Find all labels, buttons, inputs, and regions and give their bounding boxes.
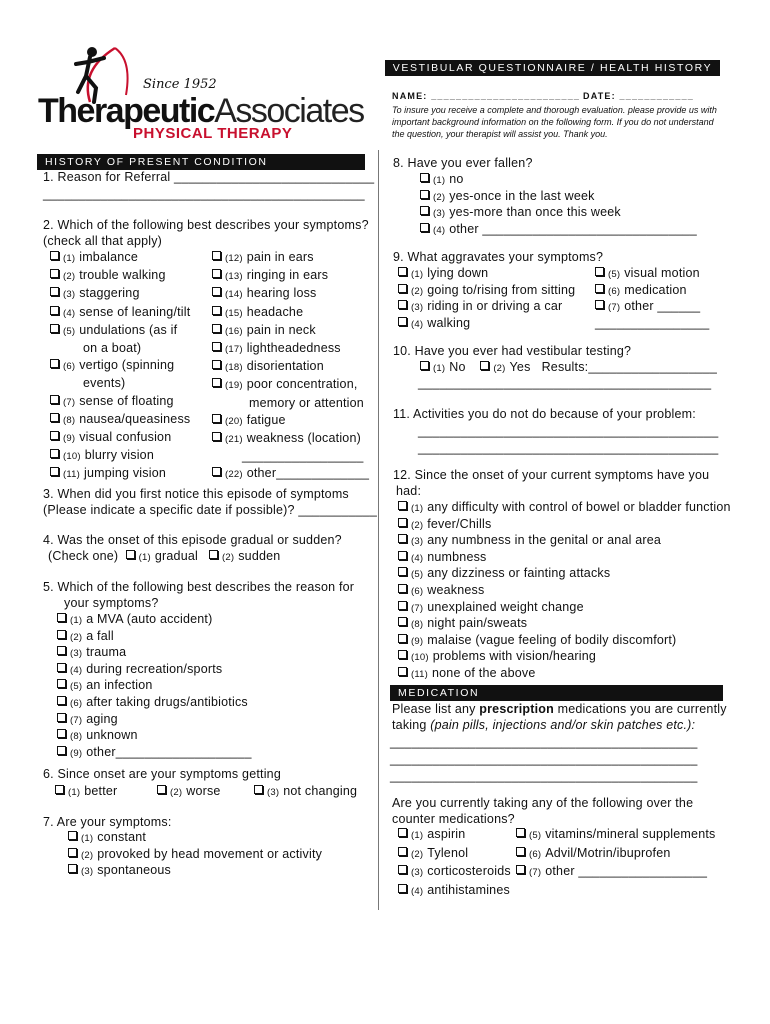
checkbox[interactable] bbox=[480, 361, 489, 370]
checkbox[interactable] bbox=[398, 267, 407, 276]
q2-option[interactable]: (13) ringing in ears bbox=[212, 267, 369, 285]
q5-options bbox=[57, 612, 252, 761]
q2-option[interactable]: (10) blurry vision bbox=[50, 447, 190, 465]
q12-option[interactable]: (10) problems with vision/hearing bbox=[398, 649, 731, 666]
checkbox[interactable] bbox=[398, 667, 407, 676]
checkbox[interactable] bbox=[57, 679, 66, 688]
q7-option[interactable]: (2) provoked by head movement or activity bbox=[68, 847, 322, 864]
q9-option[interactable]: (2) going to/rising from sitting bbox=[398, 283, 575, 300]
q12-option[interactable]: (11) none of the above bbox=[398, 666, 731, 683]
q8-option[interactable]: (2) yes-once in the last week bbox=[420, 189, 697, 206]
checkbox[interactable] bbox=[420, 223, 429, 232]
checkbox[interactable] bbox=[212, 251, 221, 260]
otc-column-1 bbox=[398, 826, 511, 900]
q5-option[interactable]: (7) aging bbox=[57, 712, 252, 729]
checkbox[interactable] bbox=[212, 306, 221, 315]
checkbox[interactable] bbox=[212, 287, 221, 296]
q12-option[interactable]: (7) unexplained weight change bbox=[398, 600, 731, 617]
checkbox[interactable] bbox=[398, 847, 407, 856]
q3-question: 3. When did you first notice this episode of symptoms bbox=[43, 487, 349, 501]
checkbox[interactable] bbox=[68, 848, 77, 857]
q10-results-field[interactable]: Results:__________________ bbox=[541, 360, 718, 374]
checkbox[interactable] bbox=[398, 518, 407, 527]
checkbox[interactable] bbox=[398, 300, 407, 309]
q2-option[interactable]: (7) sense of floating bbox=[50, 393, 190, 411]
checkbox[interactable] bbox=[398, 534, 407, 543]
q2-question: 2. Which of the following best describes your symptoms? bbox=[43, 218, 369, 232]
q12-option[interactable]: (9) malaise (vague feeling of bodily discomfort) bbox=[398, 633, 731, 650]
q10-option[interactable]: (2) Yes bbox=[480, 360, 530, 374]
q6-question: 6. Since onset are your symptoms getting bbox=[43, 767, 281, 781]
q1-reason-referral[interactable]: 1. Reason for Referral ____________________________ bbox=[43, 170, 375, 184]
med-line[interactable]: ___________________________________________ bbox=[390, 752, 698, 766]
q2-option[interactable]: (22) other_____________ bbox=[212, 465, 369, 483]
checkbox[interactable] bbox=[50, 306, 59, 315]
checkbox[interactable] bbox=[209, 550, 218, 559]
since-year: Since 1952 bbox=[143, 77, 217, 92]
q2-option-cont: memory or attention bbox=[249, 395, 364, 410]
q2-option[interactable]: (12) pain in ears bbox=[212, 249, 369, 267]
checkbox[interactable] bbox=[595, 267, 604, 276]
q10-line[interactable]: _________________________________________ bbox=[418, 376, 712, 390]
checkbox[interactable] bbox=[398, 884, 407, 893]
q6-option[interactable]: (1) better bbox=[55, 784, 117, 801]
checkbox[interactable] bbox=[50, 359, 59, 368]
q8-options bbox=[420, 172, 697, 238]
q6-option[interactable]: (3) not changing bbox=[254, 784, 357, 801]
q9-question: 9. What aggravates your symptoms? bbox=[393, 250, 604, 264]
q1-line[interactable]: _____________________________________________ bbox=[43, 187, 365, 201]
q2-option[interactable]: (17) lightheadedness bbox=[212, 340, 369, 358]
q9-option[interactable]: (6) medication bbox=[595, 283, 709, 300]
checkbox[interactable] bbox=[57, 746, 66, 755]
med-line[interactable]: ___________________________________________ bbox=[390, 735, 698, 749]
med-question-line2: taking (pain pills, injections and/or skin patches etc.): bbox=[392, 718, 696, 732]
q12-option[interactable]: (6) weakness bbox=[398, 583, 731, 600]
intro-text: To insure you receive a complete and thorough evaluation. please provide us with important background information on the following form. If you do not understand the question, your therapist will assist you. Thank you. bbox=[392, 105, 717, 139]
q10-option[interactable]: (1) No bbox=[420, 360, 466, 374]
checkbox[interactable] bbox=[212, 342, 221, 351]
q10-options bbox=[420, 360, 717, 377]
checkbox[interactable] bbox=[212, 432, 221, 441]
checkbox[interactable] bbox=[50, 467, 59, 476]
q2-column-2 bbox=[212, 249, 369, 484]
otc-option[interactable]: (3) corticosteroids bbox=[398, 863, 511, 882]
q2-option[interactable]: (2) trouble walking bbox=[50, 267, 190, 285]
q12-option[interactable]: (4) numbness bbox=[398, 550, 731, 567]
q2-option-cont: on a boat) bbox=[83, 341, 142, 356]
q12-option[interactable]: (5) any dizziness or fainting attacks bbox=[398, 566, 731, 583]
q4-check-one: (Check one) bbox=[48, 549, 119, 563]
checkbox[interactable] bbox=[212, 324, 221, 333]
q2-option[interactable]: (6) vertigo (spinning bbox=[50, 357, 190, 375]
q6-option[interactable]: (2) worse bbox=[157, 784, 221, 801]
q12-option[interactable]: (2) fever/Chills bbox=[398, 517, 731, 534]
q5-option[interactable]: (3) trauma bbox=[57, 645, 252, 662]
checkbox[interactable] bbox=[57, 729, 66, 738]
q11-line[interactable]: __________________________________________ bbox=[418, 441, 719, 455]
q9-column-2 bbox=[595, 266, 709, 331]
q2-option[interactable]: (4) sense of leaning/tilt bbox=[50, 304, 190, 322]
checkbox[interactable] bbox=[212, 269, 221, 278]
otc-column-2 bbox=[516, 826, 715, 882]
company-name-bold: Therapeutic bbox=[38, 92, 215, 130]
q5-option[interactable]: (2) a fall bbox=[57, 629, 252, 646]
q12-subtext: had: bbox=[396, 484, 422, 498]
q2-option[interactable]: (11) jumping vision bbox=[50, 465, 190, 483]
med-line[interactable]: ___________________________________________ bbox=[390, 769, 698, 783]
checkbox[interactable] bbox=[57, 613, 66, 622]
q5-option[interactable]: (6) after taking drugs/antibiotics bbox=[57, 695, 252, 712]
checkbox[interactable] bbox=[57, 646, 66, 655]
checkbox[interactable] bbox=[212, 378, 221, 387]
checkbox[interactable] bbox=[398, 284, 407, 293]
checkbox[interactable] bbox=[50, 269, 59, 278]
otc-option[interactable]: (1) aspirin bbox=[398, 826, 511, 845]
q5-option[interactable]: (5) an infection bbox=[57, 678, 252, 695]
q9-column-1 bbox=[398, 266, 575, 332]
checkbox[interactable] bbox=[398, 634, 407, 643]
q2-option[interactable]: (15) headache bbox=[212, 304, 369, 322]
company-subtitle: PHYSICAL THERAPY bbox=[133, 125, 293, 142]
otc-option[interactable]: (5) vitamins/mineral supplements bbox=[516, 826, 715, 845]
checkbox[interactable] bbox=[398, 584, 407, 593]
checkbox[interactable] bbox=[50, 449, 59, 458]
q9-option[interactable]: (7) other ______ bbox=[595, 299, 709, 316]
checkbox[interactable] bbox=[516, 828, 525, 837]
checkbox[interactable] bbox=[398, 501, 407, 510]
checkbox[interactable] bbox=[57, 663, 66, 672]
q9-option[interactable]: (4) walking bbox=[398, 316, 575, 333]
q2-option[interactable]: (18) disorientation bbox=[212, 358, 369, 376]
q12-question: 12. Since the onset of your current symptoms have you bbox=[393, 468, 710, 482]
q7-option[interactable]: (1) constant bbox=[68, 830, 322, 847]
q9-option[interactable]: (3) riding in or driving a car bbox=[398, 299, 575, 316]
q5-option[interactable]: (9) other___________________ bbox=[57, 745, 252, 762]
checkbox[interactable] bbox=[68, 831, 77, 840]
q11-line[interactable]: __________________________________________ bbox=[418, 424, 719, 438]
checkbox[interactable] bbox=[398, 828, 407, 837]
q2-option-cont: events) bbox=[83, 376, 126, 391]
section-medication-title: MEDICATION bbox=[390, 685, 723, 701]
otc-option[interactable]: (2) Tylenol bbox=[398, 845, 511, 864]
q12-options bbox=[398, 500, 731, 683]
q3-date-field[interactable]: (Please indicate a specific date if possible)? ___________ bbox=[43, 503, 378, 517]
date-field[interactable]: DATE: ____________ bbox=[583, 91, 694, 101]
q4-question: 4. Was the onset of this episode gradual or sudden? bbox=[43, 533, 342, 547]
checkbox[interactable] bbox=[398, 317, 407, 326]
checkbox[interactable] bbox=[420, 206, 429, 215]
otc-option[interactable]: (7) other __________________ bbox=[516, 863, 715, 882]
checkbox[interactable] bbox=[212, 467, 221, 476]
q4-option[interactable]: (1) gradual bbox=[126, 549, 198, 563]
checkbox[interactable] bbox=[50, 431, 59, 440]
checkbox[interactable] bbox=[50, 251, 59, 260]
q9-option[interactable]: (5) visual motion bbox=[595, 266, 709, 283]
q5-subtext: your symptoms? bbox=[64, 596, 159, 610]
med-question: Please list any prescription medications you are currently bbox=[392, 702, 727, 716]
name-field[interactable]: NAME: ________________________ bbox=[392, 91, 581, 101]
checkbox[interactable] bbox=[212, 414, 221, 423]
q8-option[interactable]: (3) yes-more than once this week bbox=[420, 205, 697, 222]
q8-question: 8. Have you ever fallen? bbox=[393, 156, 533, 170]
q5-question: 5. Which of the following best describes the reason for bbox=[43, 580, 355, 594]
checkbox[interactable] bbox=[57, 630, 66, 639]
q9-other-line[interactable]: ________________ bbox=[595, 315, 710, 330]
otc-question-line2: counter medications? bbox=[392, 812, 515, 826]
checkbox[interactable] bbox=[398, 551, 407, 560]
q7-question: 7. Are your symptoms: bbox=[43, 815, 172, 829]
checkbox[interactable] bbox=[50, 395, 59, 404]
checkbox[interactable] bbox=[420, 190, 429, 199]
checkbox[interactable] bbox=[50, 324, 59, 333]
checkbox[interactable] bbox=[212, 360, 221, 369]
q9-option[interactable]: (1) lying down bbox=[398, 266, 575, 283]
checkbox[interactable] bbox=[420, 361, 429, 370]
q2-option[interactable]: (16) pain in neck bbox=[212, 322, 369, 340]
q2-option[interactable]: (8) nausea/queasiness bbox=[50, 411, 190, 429]
q2-option[interactable]: (5) undulations (as if bbox=[50, 322, 190, 340]
checkbox[interactable] bbox=[57, 696, 66, 705]
q7-option[interactable]: (3) spontaneous bbox=[68, 863, 322, 880]
otc-option[interactable]: (6) Advil/Motrin/ibuprofen bbox=[516, 845, 715, 864]
q5-option[interactable]: (1) a MVA (auto accident) bbox=[57, 612, 252, 629]
q10-question: 10. Have you ever had vestibular testing? bbox=[393, 344, 632, 358]
checkbox[interactable] bbox=[254, 785, 263, 794]
checkbox[interactable] bbox=[398, 865, 407, 874]
checkbox[interactable] bbox=[516, 847, 525, 856]
q2-option[interactable]: (3) staggering bbox=[50, 285, 190, 303]
checkbox[interactable] bbox=[595, 300, 604, 309]
q8-option[interactable]: (4) other ______________________________ bbox=[420, 222, 697, 239]
q2-option[interactable]: (19) poor concentration, bbox=[212, 376, 369, 394]
q5-option[interactable]: (4) during recreation/sports bbox=[57, 662, 252, 679]
checkbox[interactable] bbox=[68, 864, 77, 873]
checkbox[interactable] bbox=[55, 785, 64, 794]
q2-column-1 bbox=[50, 249, 190, 484]
otc-option[interactable]: (4) antihistamines bbox=[398, 882, 511, 901]
column-divider bbox=[378, 150, 379, 910]
checkbox[interactable] bbox=[398, 567, 407, 576]
q5-option[interactable]: (8) unknown bbox=[57, 728, 252, 745]
q2-option[interactable]: (1) imbalance bbox=[50, 249, 190, 267]
form-title: VESTIBULAR QUESTIONNAIRE / HEALTH HISTORY bbox=[385, 60, 720, 76]
q2-option[interactable]: (21) weakness (location) bbox=[212, 430, 369, 448]
q7-options bbox=[68, 830, 322, 880]
q2-option[interactable]: (14) hearing loss bbox=[212, 285, 369, 303]
checkbox[interactable] bbox=[126, 550, 135, 559]
otc-question: Are you currently taking any of the following over the bbox=[392, 796, 694, 810]
checkbox[interactable] bbox=[398, 617, 407, 626]
checkbox[interactable] bbox=[50, 287, 59, 296]
q12-option[interactable]: (3) any numbness in the genital or anal area bbox=[398, 533, 731, 550]
checkbox[interactable] bbox=[57, 713, 66, 722]
q4-option[interactable]: (2) sudden bbox=[209, 549, 280, 563]
q12-option[interactable]: (8) night pain/sweats bbox=[398, 616, 731, 633]
checkbox[interactable] bbox=[398, 601, 407, 610]
checkbox[interactable] bbox=[50, 413, 59, 422]
q2-option[interactable]: (9) visual confusion bbox=[50, 429, 190, 447]
checkbox[interactable] bbox=[398, 650, 407, 659]
q11-question: 11. Activities you do not do because of your problem: bbox=[393, 407, 696, 421]
q8-option[interactable]: (1) no bbox=[420, 172, 697, 189]
q12-option[interactable]: (1) any difficulty with control of bowel or bladder function bbox=[398, 500, 731, 517]
checkbox[interactable] bbox=[420, 173, 429, 182]
checkbox[interactable] bbox=[516, 865, 525, 874]
q2-option[interactable]: (20) fatigue bbox=[212, 412, 369, 430]
checkbox[interactable] bbox=[157, 785, 166, 794]
q4-options bbox=[48, 549, 280, 566]
section-history-title: HISTORY OF PRESENT CONDITION bbox=[37, 154, 365, 170]
checkbox[interactable] bbox=[595, 284, 604, 293]
company-name-regular: Associates bbox=[214, 92, 364, 130]
q2-subtext: (check all that apply) bbox=[43, 234, 163, 248]
q2-option-cont[interactable]: _________________ bbox=[242, 449, 364, 464]
